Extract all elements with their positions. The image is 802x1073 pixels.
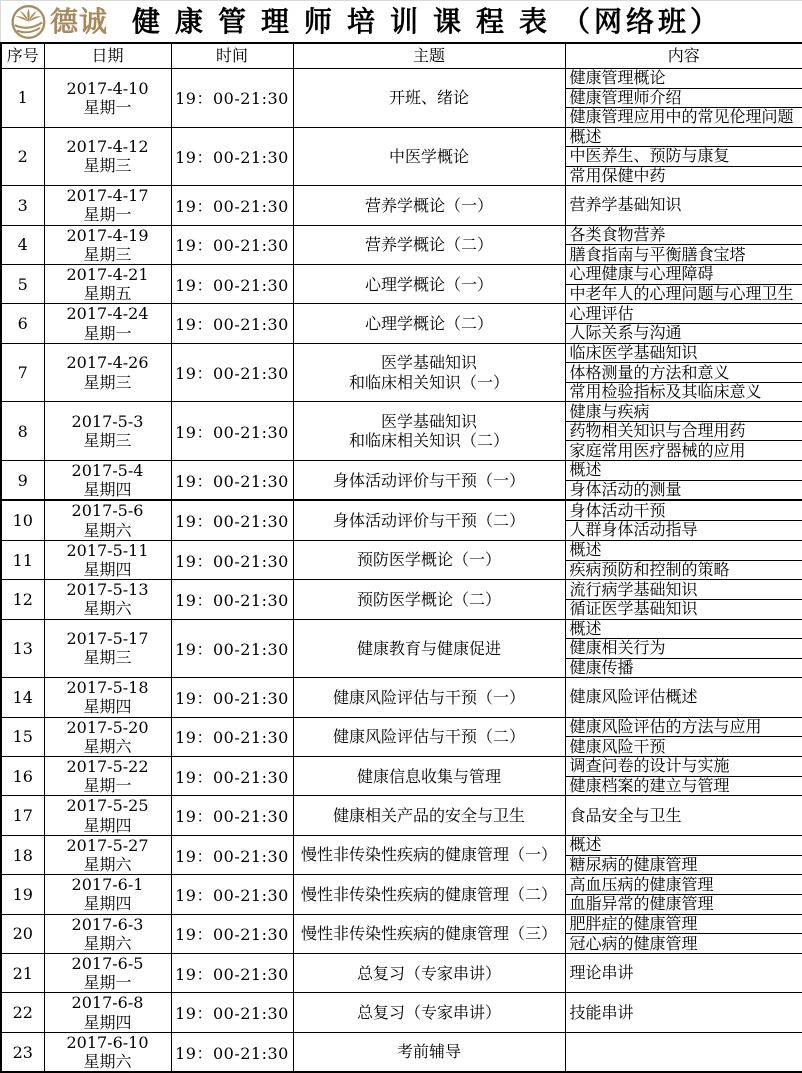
row-time: 19：00-21:30 [171, 757, 293, 796]
date-value: 2017-5-4 [45, 461, 171, 480]
row-time: 19：00-21:30 [171, 954, 293, 993]
course-table [0, 42, 802, 1073]
content-stack [566, 875, 802, 913]
row-contents [565, 580, 802, 619]
row-topic [293, 1032, 565, 1072]
content-stack [566, 402, 802, 460]
row-number: 21 [1, 954, 44, 993]
date-value: 2017-6-5 [45, 954, 171, 973]
row-number: 3 [1, 186, 44, 225]
row-contents [565, 500, 802, 540]
row-date [44, 402, 171, 461]
topic-line: 总复习（专家串讲） [294, 964, 565, 983]
content-stack [566, 501, 802, 539]
row-time: 19：00-21:30 [171, 717, 293, 756]
row-number: 10 [1, 500, 44, 540]
content-item: 心理评估 [566, 304, 802, 323]
brand-logo-text: 德诚 [50, 8, 108, 36]
row-date [44, 304, 171, 343]
content-stack [566, 461, 802, 499]
date-weekday: 星期六 [45, 599, 171, 618]
content-item: 健康传播 [566, 658, 802, 678]
date-value: 2017-5-17 [45, 629, 171, 648]
row-time: 19：00-21:30 [171, 580, 293, 619]
content-item: 膳食指南与平衡膳食宝塔 [566, 244, 802, 264]
row-topic [293, 500, 565, 540]
row-date [44, 875, 171, 914]
row-number: 22 [1, 993, 44, 1032]
content-item: 概述 [566, 541, 802, 560]
row-contents [565, 304, 802, 343]
date-weekday: 星期一 [45, 205, 171, 224]
row-time: 19：00-21:30 [171, 461, 293, 501]
date-value: 2017-5-25 [45, 796, 171, 815]
date-value: 2017-5-13 [45, 580, 171, 599]
date-value: 2017-4-17 [45, 186, 171, 205]
course-row [1, 835, 802, 874]
row-time: 19：00-21:30 [171, 186, 293, 225]
page-title-suffix: （网络班） [562, 5, 722, 38]
content-item: 调查问卷的设计与实施 [566, 757, 802, 776]
row-contents [565, 186, 802, 225]
row-time: 19：00-21:30 [171, 993, 293, 1032]
row-topic [293, 796, 565, 835]
date-weekday: 星期一 [45, 973, 171, 992]
course-row [1, 225, 802, 264]
row-date [44, 461, 171, 501]
topic-line: 营养学概论（二） [294, 235, 565, 254]
row-date [44, 717, 171, 756]
content-item: 身体活动干预 [566, 501, 802, 520]
col-header-no: 序号 [1, 43, 44, 69]
row-topic [293, 461, 565, 501]
content-stack [566, 344, 802, 402]
date-value: 2017-4-12 [45, 137, 171, 156]
topic-line: 健康信息收集与管理 [294, 767, 565, 786]
row-number: 8 [1, 402, 44, 461]
content-item: 概述 [566, 128, 802, 147]
content-item: 健康档案的建立与管理 [566, 776, 802, 796]
content-item: 血脂异常的健康管理 [566, 894, 802, 914]
topic-line: 和临床相关知识（二） [294, 431, 565, 450]
row-number: 23 [1, 1032, 44, 1072]
row-contents [565, 954, 802, 993]
row-number: 2 [1, 127, 44, 186]
date-value: 2017-4-24 [45, 304, 171, 323]
row-date [44, 619, 171, 678]
content-item: 药物相关知识与合理用药 [566, 421, 802, 441]
row-contents [565, 678, 802, 717]
row-contents [565, 540, 802, 579]
content-item: 常用保健中药 [566, 166, 802, 186]
date-weekday: 星期三 [45, 156, 171, 175]
date-weekday: 星期四 [45, 894, 171, 913]
row-topic [293, 954, 565, 993]
content-item: 常用检验指标及其临床意义 [566, 382, 802, 402]
row-number: 14 [1, 678, 44, 717]
course-row [1, 757, 802, 796]
row-number: 15 [1, 717, 44, 756]
topic-line: 健康教育与健康促进 [294, 639, 565, 658]
content-item: 各类食物营养 [566, 226, 802, 245]
row-topic [293, 993, 565, 1032]
content-item: 概述 [566, 461, 802, 480]
row-date [44, 69, 171, 128]
content-item: 食品安全与卫生 [566, 796, 802, 834]
course-row [1, 500, 802, 540]
date-weekday: 星期四 [45, 1013, 171, 1032]
date-weekday: 星期六 [45, 1052, 171, 1071]
date-value: 2017-4-10 [45, 79, 171, 98]
row-number: 20 [1, 914, 44, 953]
course-row [1, 304, 802, 343]
date-weekday: 星期六 [45, 737, 171, 756]
content-stack [566, 186, 802, 224]
content-stack [566, 993, 802, 1031]
content-item: 身体活动的测量 [566, 480, 802, 500]
date-weekday: 星期一 [45, 776, 171, 795]
row-contents [565, 796, 802, 835]
date-value: 2017-4-26 [45, 353, 171, 372]
topic-line: 健康风险评估与干预（一） [294, 688, 565, 707]
row-time: 19：00-21:30 [171, 265, 293, 304]
course-row [1, 954, 802, 993]
course-row [1, 343, 802, 402]
content-stack [566, 954, 802, 992]
row-time: 19：00-21:30 [171, 1032, 293, 1072]
content-item: 技能串讲 [566, 993, 802, 1031]
course-row [1, 914, 802, 953]
row-time: 19：00-21:30 [171, 540, 293, 579]
course-row [1, 127, 802, 186]
date-value: 2017-5-3 [45, 412, 171, 431]
content-item: 中医养生、预防与康复 [566, 146, 802, 166]
topic-line: 健康风险评估与干预（二） [294, 727, 565, 746]
row-time: 19：00-21:30 [171, 914, 293, 953]
content-item: 体格测量的方法和意义 [566, 362, 802, 382]
row-time: 19：00-21:30 [171, 835, 293, 874]
row-topic [293, 717, 565, 756]
row-date [44, 914, 171, 953]
content-item: 概述 [566, 836, 802, 855]
col-header-topic: 主题 [293, 43, 565, 69]
content-item: 家庭常用医疗器械的应用 [566, 440, 802, 460]
content-item: 人际关系与沟通 [566, 323, 802, 343]
row-contents [565, 343, 802, 402]
topic-line: 营养学概论（一） [294, 196, 565, 215]
row-date [44, 540, 171, 579]
course-row [1, 461, 802, 501]
content-item: 健康管理应用中的常见伦理问题 [566, 107, 802, 127]
topic-line: 和临床相关知识（一） [294, 373, 565, 392]
content-stack [566, 304, 802, 342]
row-topic [293, 580, 565, 619]
row-number: 18 [1, 835, 44, 874]
row-contents [565, 757, 802, 796]
row-number: 12 [1, 580, 44, 619]
course-row [1, 186, 802, 225]
date-weekday: 星期一 [45, 98, 171, 117]
content-stack [566, 620, 802, 678]
row-number: 5 [1, 265, 44, 304]
row-topic [293, 343, 565, 402]
row-contents [565, 402, 802, 461]
row-number: 16 [1, 757, 44, 796]
date-weekday: 星期三 [45, 245, 171, 264]
row-date [44, 186, 171, 225]
content-item: 健康风险评估的方法与应用 [566, 718, 802, 737]
date-weekday: 星期六 [45, 855, 171, 874]
content-stack [566, 1033, 802, 1071]
date-weekday: 星期一 [45, 324, 171, 343]
row-date [44, 343, 171, 402]
row-date [44, 580, 171, 619]
page-header [0, 0, 802, 42]
date-value: 2017-6-8 [45, 993, 171, 1012]
row-number: 4 [1, 225, 44, 264]
content-stack [566, 128, 802, 186]
row-time: 19：00-21:30 [171, 343, 293, 402]
date-value: 2017-5-18 [45, 678, 171, 697]
content-item: 流行病学基础知识 [566, 580, 802, 599]
row-topic [293, 304, 565, 343]
topic-line: 心理学概论（一） [294, 275, 565, 294]
row-date [44, 993, 171, 1032]
topic-line: 预防医学概论（二） [294, 590, 565, 609]
date-value: 2017-4-19 [45, 226, 171, 245]
topic-line: 心理学概论（二） [294, 314, 565, 333]
topic-line: 健康相关产品的安全与卫生 [294, 806, 565, 825]
row-topic [293, 69, 565, 128]
row-topic [293, 619, 565, 678]
content-stack [566, 718, 802, 756]
content-item: 高血压病的健康管理 [566, 875, 802, 894]
row-number: 1 [1, 69, 44, 128]
row-topic [293, 540, 565, 579]
date-weekday: 星期四 [45, 480, 171, 499]
page-title-main: 健康管理师培训课程表 [132, 5, 562, 38]
topic-line: 开班、绪论 [294, 88, 565, 107]
course-row [1, 1032, 802, 1072]
row-contents [565, 1032, 802, 1072]
row-topic [293, 225, 565, 264]
row-topic [293, 835, 565, 874]
content-item: 概述 [566, 620, 802, 639]
wheat-circle-logo-icon [10, 4, 48, 40]
row-contents [565, 127, 802, 186]
row-number: 17 [1, 796, 44, 835]
content-item: 循证医学基础知识 [566, 599, 802, 619]
row-time: 19：00-21:30 [171, 69, 293, 128]
course-row [1, 619, 802, 678]
row-date [44, 757, 171, 796]
col-header-date: 日期 [44, 43, 171, 69]
date-value: 2017-6-10 [45, 1033, 171, 1052]
row-topic [293, 757, 565, 796]
date-value: 2017-5-11 [45, 541, 171, 560]
row-time: 19：00-21:30 [171, 402, 293, 461]
date-weekday: 星期三 [45, 648, 171, 667]
row-time: 19：00-21:30 [171, 796, 293, 835]
content-stack [566, 580, 802, 618]
content-item: 心理健康与心理障碍 [566, 265, 802, 284]
brand-logo [10, 4, 108, 40]
course-row [1, 402, 802, 461]
content-item: 疾病预防和控制的策略 [566, 560, 802, 580]
content-item: 临床医学基础知识 [566, 344, 802, 363]
table-header-row [1, 43, 802, 69]
row-contents [565, 225, 802, 264]
row-time: 19：00-21:30 [171, 619, 293, 678]
row-topic [293, 186, 565, 225]
row-time: 19：00-21:30 [171, 225, 293, 264]
topic-line: 身体活动评价与干预（二） [294, 511, 565, 530]
row-time: 19：00-21:30 [171, 127, 293, 186]
content-item: 健康管理概论 [566, 69, 802, 88]
content-stack [566, 915, 802, 953]
content-item: 健康与疾病 [566, 402, 802, 421]
content-item: 营养学基础知识 [566, 186, 802, 224]
row-topic [293, 678, 565, 717]
row-contents [565, 914, 802, 953]
course-row [1, 717, 802, 756]
content-item: 健康相关行为 [566, 638, 802, 658]
date-value: 2017-5-27 [45, 836, 171, 855]
row-date [44, 265, 171, 304]
date-weekday: 星期三 [45, 373, 171, 392]
content-stack [566, 796, 802, 834]
course-row [1, 875, 802, 914]
topic-line: 慢性非传染性疾病的健康管理（一） [294, 845, 565, 864]
date-value: 2017-6-1 [45, 875, 171, 894]
content-item: 人群身体活动指导 [566, 520, 802, 540]
col-header-time: 时间 [171, 43, 293, 69]
row-topic [293, 265, 565, 304]
date-weekday: 星期六 [45, 934, 171, 953]
row-topic [293, 875, 565, 914]
topic-line: 身体活动评价与干预（一） [294, 471, 565, 490]
course-row [1, 796, 802, 835]
row-contents [565, 69, 802, 128]
row-contents [565, 875, 802, 914]
date-weekday: 星期四 [45, 816, 171, 835]
row-contents [565, 993, 802, 1032]
date-value: 2017-5-6 [45, 501, 171, 520]
content-item: 健康风险干预 [566, 736, 802, 756]
row-contents [565, 619, 802, 678]
content-stack [566, 757, 802, 795]
content-item: 健康风险评估概述 [566, 678, 802, 716]
date-value: 2017-5-22 [45, 757, 171, 776]
row-contents [565, 265, 802, 304]
row-time: 19：00-21:30 [171, 500, 293, 540]
content-item: 糖尿病的健康管理 [566, 855, 802, 875]
row-topic [293, 402, 565, 461]
row-date [44, 127, 171, 186]
topic-line: 医学基础知识 [294, 412, 565, 431]
row-date [44, 500, 171, 540]
date-weekday: 星期三 [45, 431, 171, 450]
date-weekday: 星期六 [45, 521, 171, 540]
row-time: 19：00-21:30 [171, 875, 293, 914]
row-date [44, 796, 171, 835]
row-date [44, 954, 171, 993]
content-stack [566, 678, 802, 716]
course-row [1, 993, 802, 1032]
course-row [1, 69, 802, 128]
date-weekday: 星期五 [45, 284, 171, 303]
content-stack [566, 265, 802, 303]
course-row [1, 678, 802, 717]
content-item: 冠心病的健康管理 [566, 933, 802, 953]
row-contents [565, 717, 802, 756]
course-table-body [1, 69, 802, 1073]
date-value: 2017-5-20 [45, 718, 171, 737]
topic-line: 总复习（专家串讲） [294, 1003, 565, 1022]
date-value: 2017-6-3 [45, 915, 171, 934]
row-topic [293, 914, 565, 953]
date-weekday: 星期四 [45, 697, 171, 716]
content-item: 理论串讲 [566, 954, 802, 992]
content-item [566, 1033, 802, 1071]
row-date [44, 225, 171, 264]
topic-line: 医学基础知识 [294, 353, 565, 372]
col-header-content: 内容 [565, 43, 802, 69]
row-date [44, 1032, 171, 1072]
row-number: 19 [1, 875, 44, 914]
content-stack [566, 226, 802, 264]
topic-line: 预防医学概论（一） [294, 550, 565, 569]
topic-line: 慢性非传染性疾病的健康管理（二） [294, 885, 565, 904]
row-contents [565, 461, 802, 501]
topic-line: 考前辅导 [294, 1042, 565, 1061]
row-topic [293, 127, 565, 186]
topic-line: 慢性非传染性疾病的健康管理（三） [294, 924, 565, 943]
content-item: 健康管理师介绍 [566, 88, 802, 108]
row-time: 19：00-21:30 [171, 678, 293, 717]
course-row [1, 265, 802, 304]
content-item: 肥胖症的健康管理 [566, 915, 802, 934]
row-number: 11 [1, 540, 44, 579]
row-number: 6 [1, 304, 44, 343]
row-contents [565, 835, 802, 874]
content-item: 中老年人的心理问题与心理卫生 [566, 284, 802, 304]
row-number: 9 [1, 461, 44, 501]
topic-line: 中医学概论 [294, 147, 565, 166]
content-stack [566, 69, 802, 127]
row-date [44, 678, 171, 717]
date-value: 2017-4-21 [45, 265, 171, 284]
page-title [108, 8, 802, 36]
content-stack [566, 836, 802, 874]
course-row [1, 580, 802, 619]
date-weekday: 星期四 [45, 560, 171, 579]
course-row [1, 540, 802, 579]
row-number: 13 [1, 619, 44, 678]
row-time: 19：00-21:30 [171, 304, 293, 343]
row-date [44, 835, 171, 874]
row-number: 7 [1, 343, 44, 402]
content-stack [566, 541, 802, 579]
